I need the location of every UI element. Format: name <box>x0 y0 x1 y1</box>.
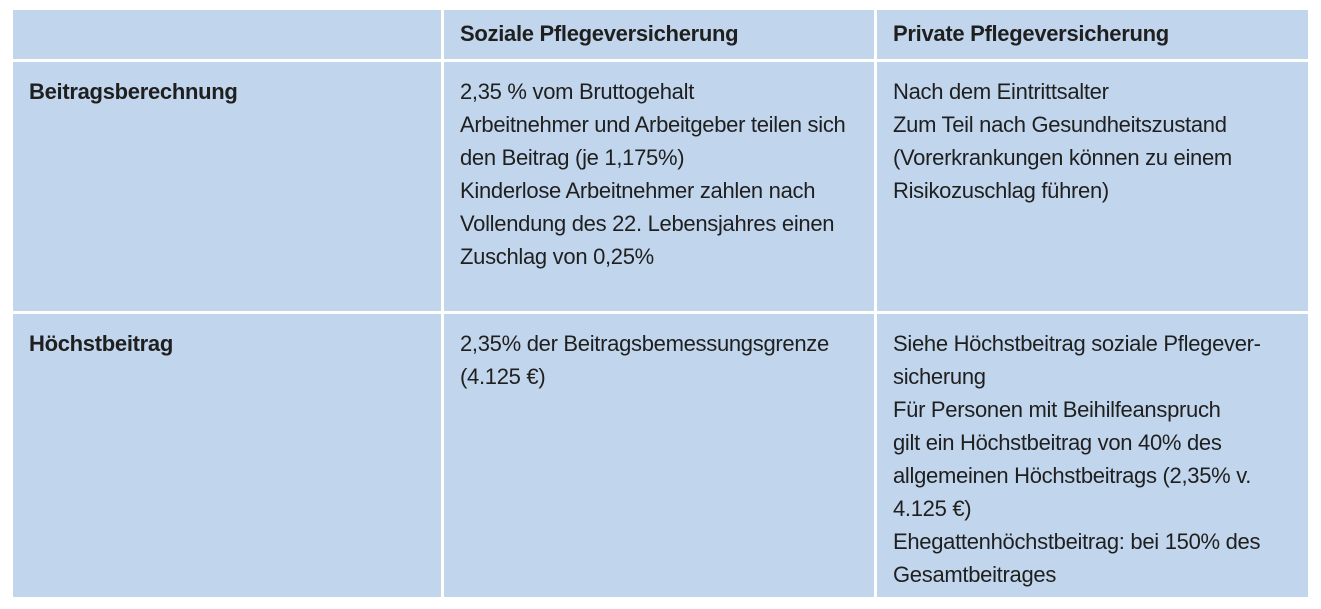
header-soziale-pflegeversicherung: Soziale Pflegeversicherung <box>444 10 874 59</box>
text-line: allgemeinen Höchstbeitrags (2,35% v. <box>893 463 1252 488</box>
text-line: Zuschlag von 0,25% <box>460 244 654 269</box>
text-line: (4.125 €) <box>460 364 546 389</box>
cell-beitragsberechnung-soziale <box>444 62 874 311</box>
header-private-pflegeversicherung: Private Pflegeversicherung <box>877 10 1308 59</box>
text-line: 4.125 €) <box>893 496 972 521</box>
text-line: Nach dem Eintrittsalter <box>893 79 1109 104</box>
header-cell-empty <box>13 10 441 59</box>
text-line: sicherung <box>893 364 986 389</box>
text-line: Ehegattenhöchstbeitrag: bei 150% des <box>893 529 1261 554</box>
row-label-hoechstbeitrag: Höchstbeitrag <box>13 314 441 597</box>
cell-beitragsberechnung-private <box>877 62 1308 311</box>
text-line: (Vorerkrankungen können zu einem <box>893 145 1232 170</box>
text-line: Für Personen mit Beihilfeanspruch <box>893 397 1221 422</box>
cell-hoechstbeitrag-soziale <box>444 314 874 597</box>
text-line: Vollendung des 22. Lebensjahres einen <box>460 211 835 236</box>
text-line: Risikozuschlag führen) <box>893 178 1109 203</box>
text-line: 2,35% der Beitragsbemessungsgrenze <box>460 331 829 356</box>
text-line: Zum Teil nach Gesundheitszustand <box>893 112 1227 137</box>
comparison-table <box>13 10 1308 600</box>
text-line: Arbeitnehmer und Arbeitgeber teilen sich <box>460 112 846 137</box>
row-label-beitragsberechnung: Beitragsberechnung <box>13 62 441 311</box>
text-line: Kinderlose Arbeitnehmer zahlen nach <box>460 178 816 203</box>
text-line: Siehe Höchstbeitrag soziale Pflegever- <box>893 331 1261 356</box>
text-line: Gesamtbeitrages <box>893 562 1057 587</box>
text-line: 2,35 % vom Bruttogehalt <box>460 79 695 104</box>
cell-hoechstbeitrag-private <box>877 314 1308 597</box>
text-line: den Beitrag (je 1,175%) <box>460 145 685 170</box>
text-line: gilt ein Höchstbeitrag von 40% des <box>893 430 1222 455</box>
